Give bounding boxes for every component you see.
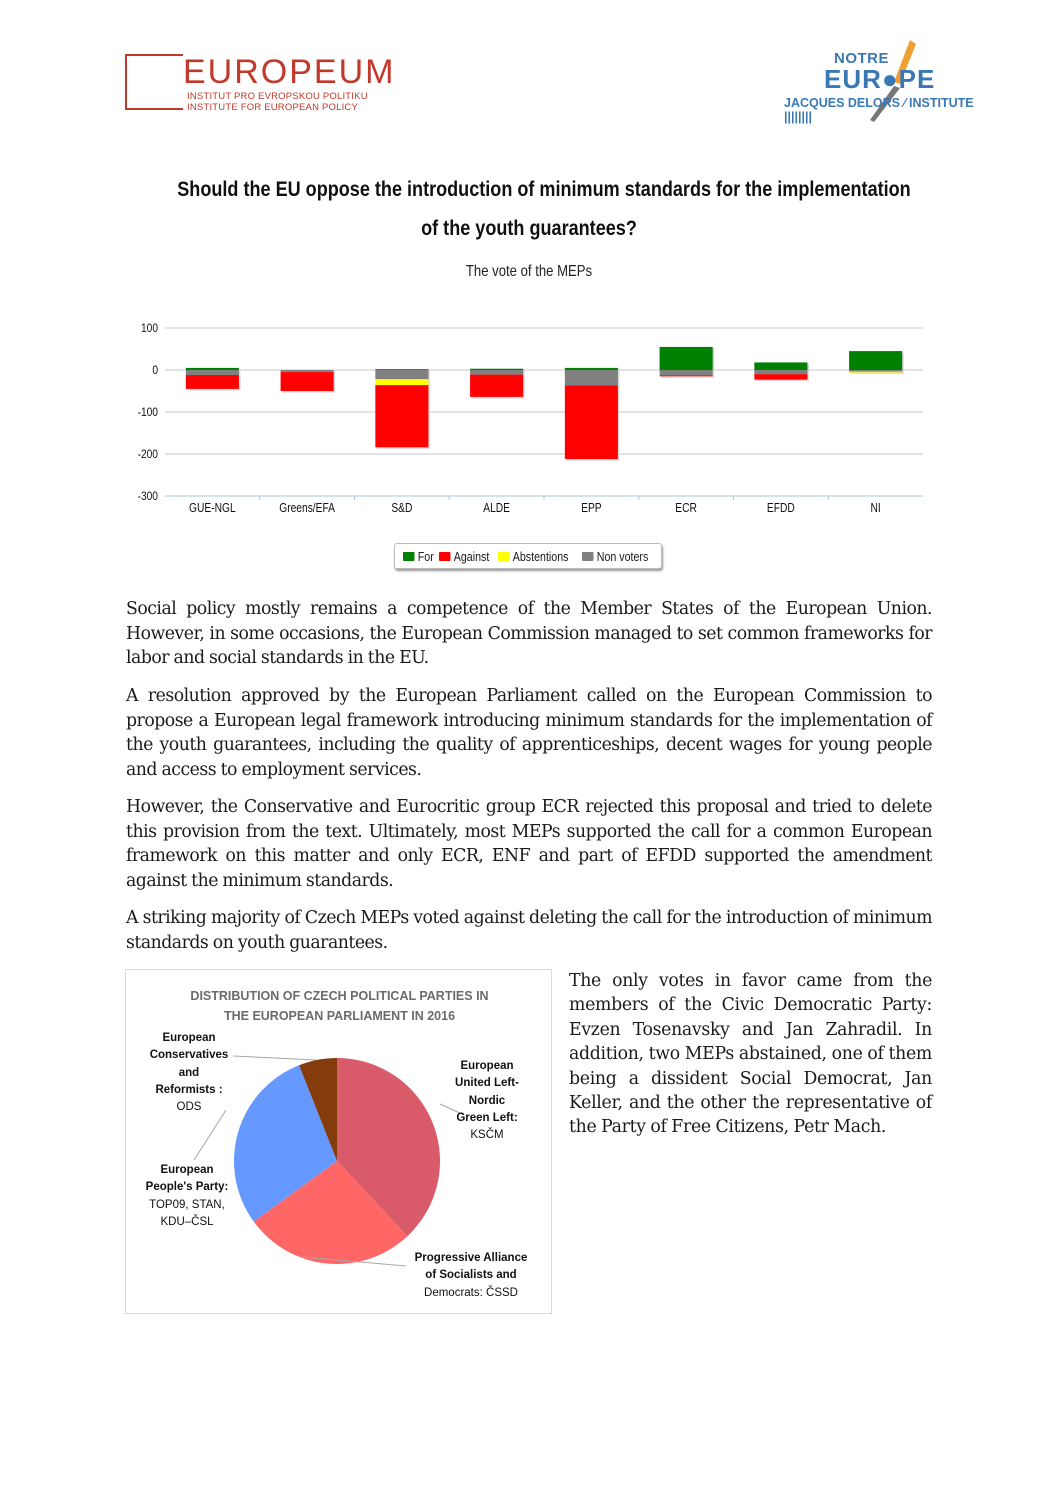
pie-label-ecr xyxy=(138,1030,240,1116)
bar-segment-against xyxy=(565,386,618,460)
bar-segment-non-voters xyxy=(470,370,523,375)
bar-chart-legend xyxy=(394,543,662,569)
europeum-logo-wordmark: EUROPEUM xyxy=(183,53,396,91)
notre-europe-logo-line3: JACQUES DELORS ⁄ INSTITUTE |||||||| xyxy=(784,96,974,124)
notre-europe-logo-line1: NOTRE xyxy=(834,50,889,67)
pie-label-line: European xyxy=(162,1032,216,1044)
paragraph: A resolution approved by the European Parliament called on the European Commission to propose a European legal framework introducing minimum standards for the implementation of the youth guarantees, including the quality of apprenticeships, decent wages for young people and access to employment services. xyxy=(126,686,932,780)
y-tick-label: 0 xyxy=(152,364,158,378)
pie-label-line: ODS xyxy=(176,1101,202,1114)
y-tick-label: -300 xyxy=(137,490,158,504)
y-tick-label: -100 xyxy=(137,406,158,420)
pie-leader-line xyxy=(233,1056,316,1060)
pie-label-line: Reformists : xyxy=(155,1083,223,1096)
bar-shadow xyxy=(661,377,714,378)
legend-swatch xyxy=(439,552,450,561)
x-tick-label: EPP xyxy=(581,502,602,516)
pie-label-line: KSČM xyxy=(470,1129,504,1142)
side-paragraph: The only votes in favor came from the members of the Civic Democratic Party: Evzen Tosenavsky and Jan Zahradil. In addition, two MEPs abstained, one of them being a dissident Social Democrat, Jan Keller, and the other the representative of the Party of Free Citizens, Petr Mach. xyxy=(569,971,932,1138)
pie-label-line: Green Left: xyxy=(456,1111,518,1124)
paragraph: However, the Conservative and Eurocritic group ECR rejected this proposal and tried to delete this provision from the text. Ultimately, most MEPs supported the call for a common European framework on this matter and only ECR, ENF and part of EFDD supported the amendment against the minimum standards. xyxy=(126,797,932,891)
bar-segment-abstentions xyxy=(375,379,428,385)
bar-segment-for xyxy=(660,347,713,370)
bar-segment-for xyxy=(849,351,902,370)
bar-segment-against xyxy=(470,375,523,397)
x-tick-label: Greens/EFA xyxy=(279,502,336,516)
bar-segment-non-voters xyxy=(660,370,713,375)
bar-segment-non-voters xyxy=(849,370,902,372)
legend-label: For xyxy=(417,548,434,564)
pie-label-line: KDU–ČSL xyxy=(160,1215,214,1228)
bar-segment-against xyxy=(754,374,807,379)
bar-segment-non-voters xyxy=(754,370,807,374)
y-tick-label: 100 xyxy=(140,322,158,336)
legend-swatch xyxy=(403,552,414,561)
bar-segment-for xyxy=(186,368,239,370)
pie-label-s-and-d xyxy=(406,1250,536,1302)
pie-label-epp xyxy=(132,1162,242,1231)
x-tick-label: ECR xyxy=(675,502,697,516)
europeum-logo-frame xyxy=(125,54,183,110)
page-title xyxy=(177,170,911,248)
bar-segment-for xyxy=(754,362,807,370)
pie-label-line: and xyxy=(178,1066,200,1079)
bar-chart-title: The vote of the MEPs xyxy=(465,263,593,280)
bar-segment-for xyxy=(470,369,523,370)
paragraph: A striking majority of Czech MEPs voted against deleting the call for the introduction of minimum standards on youth guarantees. xyxy=(126,908,932,953)
pie-label-line: Nordic xyxy=(468,1094,506,1107)
bar-segment-non-voters xyxy=(565,370,618,386)
pie-label-line: European xyxy=(460,1060,514,1072)
bar-segment-against xyxy=(375,385,428,447)
x-tick-label: GUE-NGL xyxy=(189,502,236,516)
bar-segment-for xyxy=(565,368,618,370)
europeum-logo-subtitle-cz: INSTITUT PRO EVROPSKOU POLITIKU xyxy=(187,91,368,102)
notre-europe-logo-line2: EUR●PE xyxy=(824,64,936,94)
bar-segment-against xyxy=(660,375,713,376)
legend-label: Non voters xyxy=(596,548,649,564)
pie-label-gue-ngl xyxy=(444,1058,530,1144)
pie-label-line: People's Party: xyxy=(145,1181,229,1194)
europeum-logo xyxy=(125,52,396,116)
pie-label-line: European xyxy=(160,1164,214,1176)
pie-chart-title-text: DISTRIBUTION OF CZECH POLITICAL PARTIES IN THE EUROPEAN PARLIAMENT IN 2016 xyxy=(190,989,489,1023)
legend-item xyxy=(439,549,489,564)
pie-leader-line xyxy=(194,1110,226,1160)
bar-segment-non-voters xyxy=(375,370,428,379)
bar-segment-against xyxy=(186,375,239,389)
pie-label-line: Democrats: ČSSD xyxy=(424,1286,518,1299)
pie-label-line: of Socialists and xyxy=(425,1269,517,1282)
legend-label: Abstentions xyxy=(512,548,569,564)
y-tick-label: -200 xyxy=(137,448,158,462)
legend-label: Against xyxy=(453,548,489,564)
legend-item xyxy=(582,549,648,564)
pie-label-line: Conservatives xyxy=(149,1049,229,1062)
x-tick-label: ALDE xyxy=(483,502,511,516)
legend-swatch xyxy=(582,552,593,561)
bar-segment-non-voters xyxy=(186,370,239,375)
legend-swatch xyxy=(498,552,509,561)
bar-shadow xyxy=(851,373,904,374)
bar-segment-for xyxy=(375,369,428,370)
vote-bar-chart xyxy=(120,310,935,525)
legend-item xyxy=(498,549,568,564)
pie-label-line: TOP09, STAN, xyxy=(149,1198,225,1211)
pie-label-line: Progressive Alliance xyxy=(414,1252,528,1264)
pie-label-line: United Left- xyxy=(455,1077,519,1090)
notre-europe-logo xyxy=(782,36,992,126)
bar-segment-against xyxy=(281,372,334,391)
x-tick-label: EFDD xyxy=(766,502,795,516)
bar-segment-abstentions xyxy=(849,372,902,373)
paragraph: Social policy mostly remains a competence of the Member States of the European Union. However, in some occasions, the European Commission managed to set common frameworks for labor and social standards in the EU. xyxy=(126,599,932,668)
page-title-line: Should the EU oppose the introduction of minimum standards for the implementation xyxy=(177,178,911,201)
legend-item xyxy=(403,549,434,564)
page-title-line: of the youth guarantees? xyxy=(421,217,637,240)
pie-chart-panel xyxy=(125,969,552,1314)
x-tick-label: S&D xyxy=(391,502,413,516)
europeum-logo-subtitle-en: INSTITUTE FOR EUROPEAN POLICY xyxy=(187,102,359,113)
x-tick-label: NI xyxy=(870,502,881,516)
bar-segment-non-voters xyxy=(281,370,334,372)
